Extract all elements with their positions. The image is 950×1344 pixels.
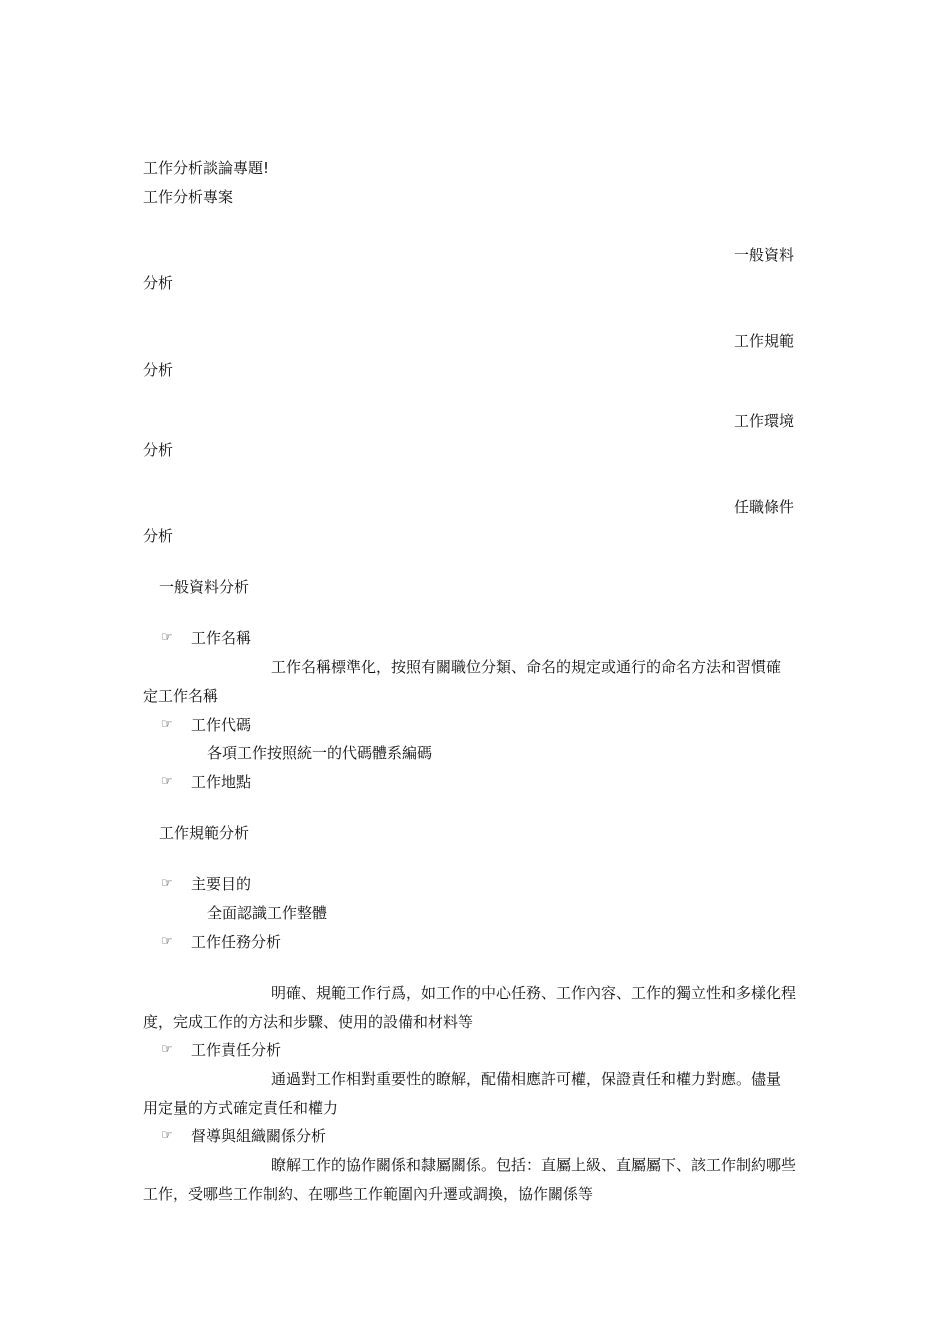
document-subtitle: 工作分析專案 [143,188,234,206]
item-title: 工作責任分析 [191,1041,282,1059]
item-description: 全面認識工作整體 [207,904,328,922]
overview-item-label: 任職條件 [734,498,795,516]
item-title: 工作任務分析 [191,933,282,951]
item-description: 工作，受哪些工作制約、在哪些工作範圍內升遷或調換，協作關係等 [143,1185,594,1203]
overview-item-label: 工作規範 [734,332,795,350]
overview-item-suffix: 分析 [143,361,174,379]
item-title: 工作代碼 [191,716,252,734]
item-description: 瞭解工作的協作關係和隸屬關係。包括：直屬上級、直屬屬下、該工作制約哪些 [271,1156,797,1174]
overview-item-suffix: 分析 [143,274,174,292]
item-description: 通過對工作相對重要性的瞭解，配備相應許可權，保證責任和權力對應。儘量 [271,1070,782,1088]
item-description: 工作名稱標準化，按照有關職位分類、命名的規定或通行的命名方法和習慣確 [271,658,782,676]
item-description: 度，完成工作的方法和步驟、使用的設備和材料等 [143,1013,474,1031]
pointing-hand-icon: ☞ [161,774,173,789]
item-description: 各項工作按照統一的代碼體系編碼 [207,744,433,762]
pointing-hand-icon: ☞ [161,934,173,949]
pointing-hand-icon: ☞ [161,876,173,891]
item-title: 工作地點 [191,773,252,791]
pointing-hand-icon: ☞ [161,717,173,732]
item-description: 用定量的方式確定責任和權力 [143,1099,339,1117]
document-title: 工作分析談論專題! [143,159,270,177]
overview-item-label: 工作環境 [734,412,795,430]
overview-item-suffix: 分析 [143,441,174,459]
item-title: 督導與組織關係分析 [191,1127,327,1145]
pointing-hand-icon: ☞ [161,1042,173,1057]
section-heading: 工作規範分析 [159,824,250,842]
overview-item-suffix: 分析 [143,527,174,545]
item-description: 定工作名稱 [143,687,219,705]
item-description: 明確、規範工作行爲，如工作的中心任務、工作內容、工作的獨立性和多樣化程 [271,984,797,1002]
item-title: 主要目的 [191,875,252,893]
pointing-hand-icon: ☞ [161,630,173,645]
section-heading: 一般資料分析 [159,578,250,596]
item-title: 工作名稱 [191,629,252,647]
overview-item-label: 一般資料 [734,246,795,264]
pointing-hand-icon: ☞ [161,1128,173,1143]
